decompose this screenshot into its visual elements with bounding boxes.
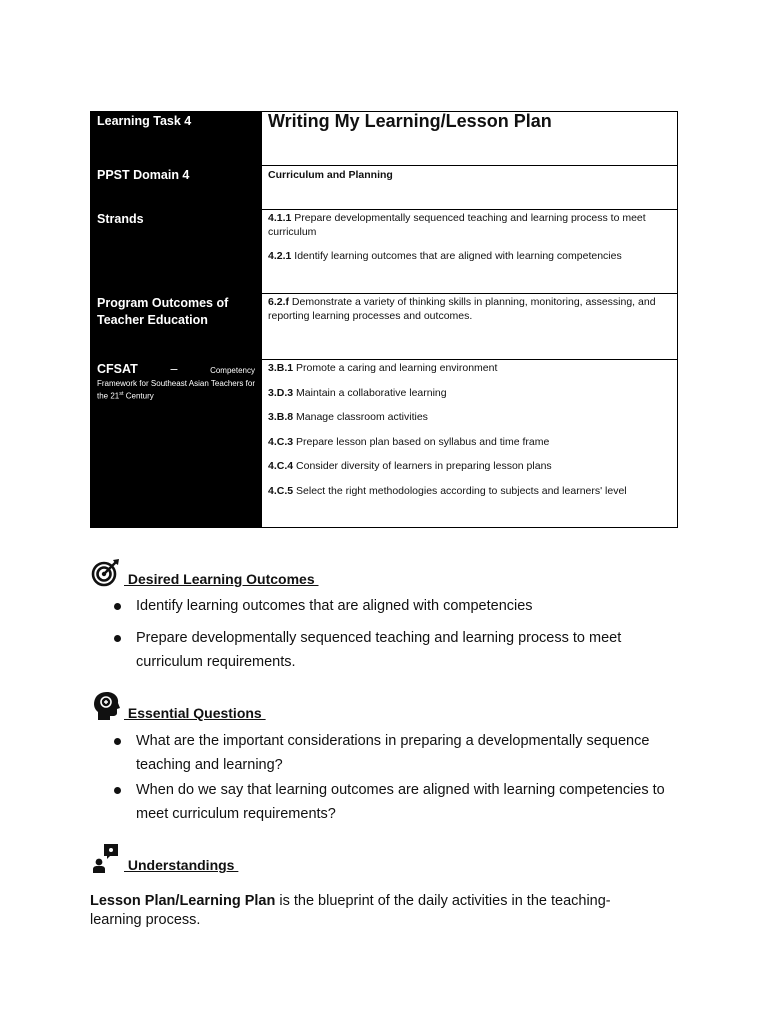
understandings-heading (90, 842, 238, 874)
program-outcome-item (268, 295, 671, 323)
table-row (91, 112, 678, 166)
task-label: Learning Task 4 (91, 112, 262, 166)
essential-questions-list (112, 729, 682, 826)
cfsat-label-cell (91, 360, 262, 528)
list-item: Prepare developmentally sequenced teaching and learning process to meet curriculum requirements. (112, 626, 682, 674)
domain-label: PPST Domain 4 (91, 166, 262, 210)
list-item: What are the important considerations in preparing a developmentally sequence teaching and learning? (112, 729, 682, 777)
strand-text: Prepare developmentally sequenced teaching and learning process to meet curriculum (268, 212, 646, 238)
lesson-plan-definition: is the blueprint of the daily activities in the teaching-learning process. (90, 893, 611, 928)
table-row (91, 210, 678, 294)
strand-text: Identify learning outcomes that are aligned with learning competencies (291, 250, 622, 262)
list-item: When do we say that learning outcomes are aligned with learning competencies to meet curriculum requirements? (112, 778, 682, 826)
task-title: Writing My Learning/Lesson Plan (268, 111, 552, 131)
essential-questions-title: Essential Questions (124, 705, 266, 721)
program-outcome-text: Demonstrate a variety of thinking skills in planning, monitoring, assessing, and reporting learning processes and outcomes. (268, 296, 656, 322)
cfsat-label: CFSAT (97, 362, 138, 376)
target-icon (90, 556, 122, 588)
domain-value: Curriculum and Planning (268, 169, 393, 181)
desired-outcomes-heading (90, 556, 319, 588)
list-item: Identify learning outcomes that are aligned with competencies (112, 594, 682, 618)
cfsat-item: 4.C.3 Prepare lesson plan based on syllabus and time frame (268, 435, 550, 448)
cfsat-word: Competency (210, 366, 255, 375)
table-row (91, 166, 678, 210)
cfsat-item: 3.B.1 Promote a caring and learning environment (268, 362, 498, 374)
learning-task-table (90, 111, 678, 528)
cfsat-item: 4.C.5 Select the right methodologies according to subjects and learners' level (268, 484, 627, 497)
strand-item (268, 211, 671, 239)
cfsat-item: 4.C.4 Consider diversity of learners in preparing lesson plans (268, 460, 552, 473)
understandings-paragraph (90, 892, 650, 930)
strand-item (268, 249, 671, 263)
cfsat-item: 3.B.8 Manage classroom activities (268, 411, 428, 424)
strand-code: 4.1.1 (268, 212, 292, 224)
cfsat-item: 3.D.3 Maintain a collaborative learning (268, 386, 447, 399)
understandings-title: Understandings (124, 857, 239, 873)
essential-questions-heading (90, 690, 266, 722)
desired-outcomes-list (112, 594, 682, 674)
program-outcomes-label: Program Outcomes of Teacher Education (91, 294, 262, 360)
cfsat-dash: – (170, 362, 178, 376)
lesson-plan-term: Lesson Plan/Learning Plan (90, 893, 276, 909)
strands-label: Strands (91, 210, 262, 294)
table-row (91, 294, 678, 360)
desired-outcomes-title: Desired Learning Outcomes (124, 571, 319, 587)
program-outcome-code: 6.2.f (268, 296, 290, 308)
presenter-icon (90, 842, 122, 874)
head-brain-icon (90, 690, 122, 722)
table-row (91, 360, 678, 528)
strand-code: 4.2.1 (268, 250, 292, 262)
cfsat-description: Framework for Southeast Asian Teachers for the 21st Century (97, 379, 255, 401)
